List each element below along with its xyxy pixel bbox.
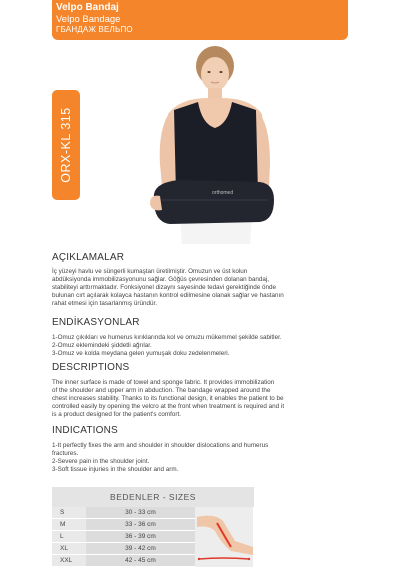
size-range: 36 - 39 cm xyxy=(86,531,195,543)
section-body-endikasyonlar xyxy=(52,334,348,358)
size-label: L xyxy=(52,531,86,543)
table-row xyxy=(52,543,195,555)
text-line: fractures. xyxy=(52,450,79,457)
size-label: M xyxy=(52,519,86,531)
product-title-banner xyxy=(52,0,348,40)
text-line: The inner surface is made of towel and sponge fabric. It provides immobilization xyxy=(52,379,275,386)
product-title-en: Velpo Bandage xyxy=(56,14,121,25)
text-line: 1-It perfectly fixes the arm and shoulder in shoulder dislocations and humerus xyxy=(52,442,269,449)
section-body-aciklamalar xyxy=(52,268,348,308)
section-heading-descriptions: DESCRIPTIONS xyxy=(52,362,130,373)
product-code-badge xyxy=(52,90,80,200)
text-line: İç yüzeyi havlu ve süngerli kumaştan üretilmiştir. Omuzun ve üst kolun xyxy=(52,268,248,275)
text-line: 3-Omuz ve kolda meydana gelen yumuşak doku zedelenmeleri. xyxy=(52,350,230,357)
size-label: S xyxy=(52,507,86,519)
text-line: 1-Omuz çıkıkları ve humerus kırıklarında kol ve omuzu mükemmel şekilde sabitler. xyxy=(52,334,282,341)
text-line: 2-Severe pain in the shoulder joint. xyxy=(52,458,150,465)
text-line: 2-Omuz eklemindeki şiddetli ağrılar. xyxy=(52,342,152,349)
section-heading-aciklamalar: AÇIKLAMALAR xyxy=(52,252,125,263)
text-line: of the shoulder and upper arm in abduction. The bandage wrapped around the xyxy=(52,387,271,394)
size-range: 39 - 42 cm xyxy=(86,543,195,555)
text-line: 3-Soft tissue injuries in the shoulder and arm. xyxy=(52,466,179,473)
text-line: controlled easily by opening the velcro at the front when treatment is required and it xyxy=(52,403,285,410)
text-line: abdüksiyonda immobilizasyonunu sağlar. Göğüs çevresinden dolanan bandaj, xyxy=(52,276,270,283)
size-range: 42 - 45 cm xyxy=(86,555,195,567)
size-table xyxy=(52,507,195,567)
table-row xyxy=(52,519,195,531)
arm-measurement-illustration xyxy=(195,507,253,567)
product-code: ORX-KL 315 xyxy=(59,107,73,183)
product-title-tr: Velpo Bandaj xyxy=(56,2,119,13)
section-body-indications xyxy=(52,442,348,474)
product-title-ru: ГБАНДАЖ ВЕЛЬПО xyxy=(56,25,133,34)
text-line: bulunan cırt açılarak kolayca hastanın kontrol edilmesine olanak sağlar ve hastanın xyxy=(52,292,284,299)
size-range: 33 - 36 cm xyxy=(86,519,195,531)
size-chart-heading: BEDENLER - SIZES xyxy=(52,487,254,507)
text-line: chest increases stability. Thanks to its functional design, it enables the patient to be xyxy=(52,395,284,402)
section-heading-indications: INDICATIONS xyxy=(52,425,118,436)
size-range: 30 - 33 cm xyxy=(86,507,195,519)
product-photo xyxy=(140,44,290,244)
table-row xyxy=(52,531,195,543)
section-heading-endikasyonlar: ENDİKASYONLAR xyxy=(52,317,140,328)
section-body-descriptions xyxy=(52,379,348,419)
text-line: rahat etmesi için tasarlanmış üründür. xyxy=(52,300,157,307)
text-line: stabiliteyi arttırmaktadır. Fonksiyonel dizaynı sayesinde tedavi gerektiğinde önde xyxy=(52,284,277,291)
size-label: XXL xyxy=(52,555,86,567)
text-line: is a product designed for the patient's comfort. xyxy=(52,411,181,418)
table-row xyxy=(52,507,195,519)
brace-brand-logo: orthomed xyxy=(212,190,234,196)
size-label: XL xyxy=(52,543,86,555)
table-row xyxy=(52,555,195,567)
